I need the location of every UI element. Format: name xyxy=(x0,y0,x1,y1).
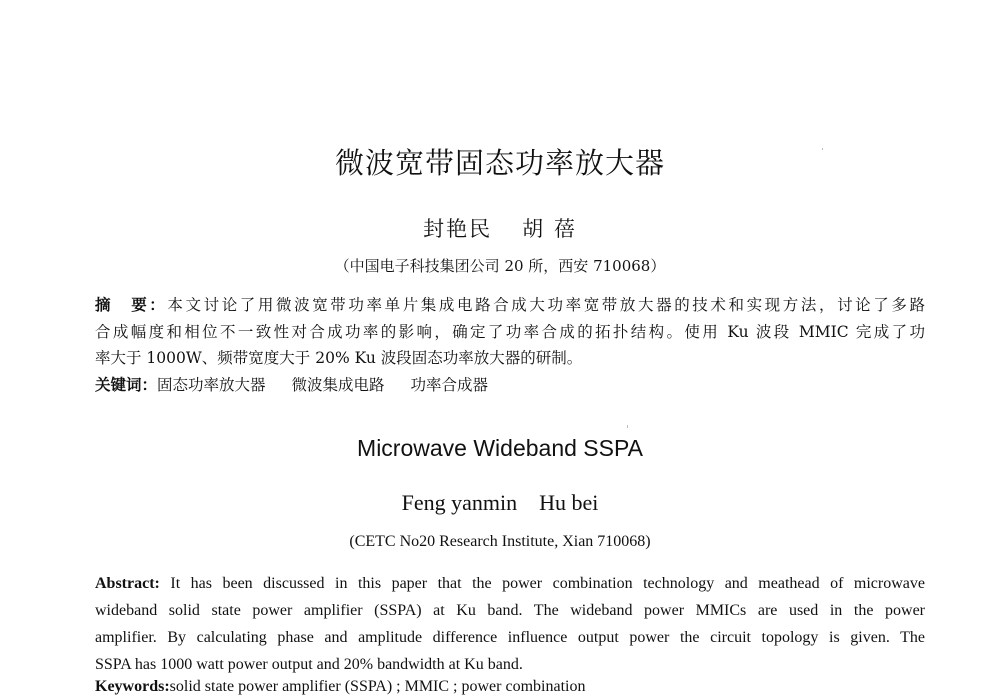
author-cn-2: 胡 蓓 xyxy=(522,217,577,241)
abstract-en-line-4: SSPA has 1000 watt power output and 20% bandwidth at Ku band. xyxy=(95,656,523,673)
abstract-cn-line-3: 率大于 1000W、频带宽度大于 20% Ku 波段固态功率放大器的研制。 xyxy=(95,349,583,367)
abstract-cn-label: 摘 要： xyxy=(95,296,168,314)
authors-cn xyxy=(0,213,1000,243)
keywords-en-label: Keywords: xyxy=(95,678,170,695)
keywords-en-text: solid state power amplifier (SSPA) ; MMIC ; power combination xyxy=(169,678,586,695)
keyword-cn-2: 微波集成电路 xyxy=(291,376,385,394)
abstract-en-line-3: amplifier. By calculating phase and amplitude difference influence output power the circuit topology is given. The xyxy=(95,629,925,646)
keywords-cn-label: 关键词： xyxy=(95,376,158,394)
abstract-en-label: Abstract: xyxy=(95,575,160,592)
author-cn-1: 封艳民 xyxy=(423,217,493,241)
paper-title-cn: 微波宽带固态功率放大器 xyxy=(334,146,665,180)
keywords-en xyxy=(95,678,585,696)
abstract-cn-line-2: 合成幅度和相位不一致性对合成功率的影响，确定了功率合成的拓扑结构。使用 Ku 波段 MMIC 完成了功 xyxy=(95,322,925,341)
abstract-en-line-1: Abstract: It has been discussed in this paper that the power combination technology and meathead of microwave xyxy=(95,575,925,592)
abstract-en xyxy=(95,570,925,678)
abstract-en-line-2: wideband solid state power amplifier (SSPA) at Ku band. The wideband power MMICs are used in the power xyxy=(95,602,925,619)
keyword-cn-1: 固态功率放大器 xyxy=(157,376,266,394)
abstract-cn xyxy=(95,292,925,372)
paper-title-en: Microwave Wideband SSPA xyxy=(357,435,643,461)
affiliation-cn: （中国电子科技集团公司 20 所，西安 710068） xyxy=(334,257,666,275)
abstract-cn-line-1: 摘 要：本文讨论了用微波宽带功率单片集成电路合成大功率宽带放大器的技术和实现方法，讨论了多路 xyxy=(95,296,925,314)
author-en-2: Hu bei xyxy=(539,490,599,515)
authors-en xyxy=(0,490,1000,516)
scan-speck xyxy=(627,425,628,428)
author-en-1: Feng yanmin xyxy=(401,490,518,515)
affiliation-en: (CETC No20 Research Institute, Xian 710068) xyxy=(349,533,651,550)
keywords-cn xyxy=(95,373,488,395)
keyword-cn-3: 功率合成器 xyxy=(410,376,489,394)
scan-speck xyxy=(822,148,823,150)
